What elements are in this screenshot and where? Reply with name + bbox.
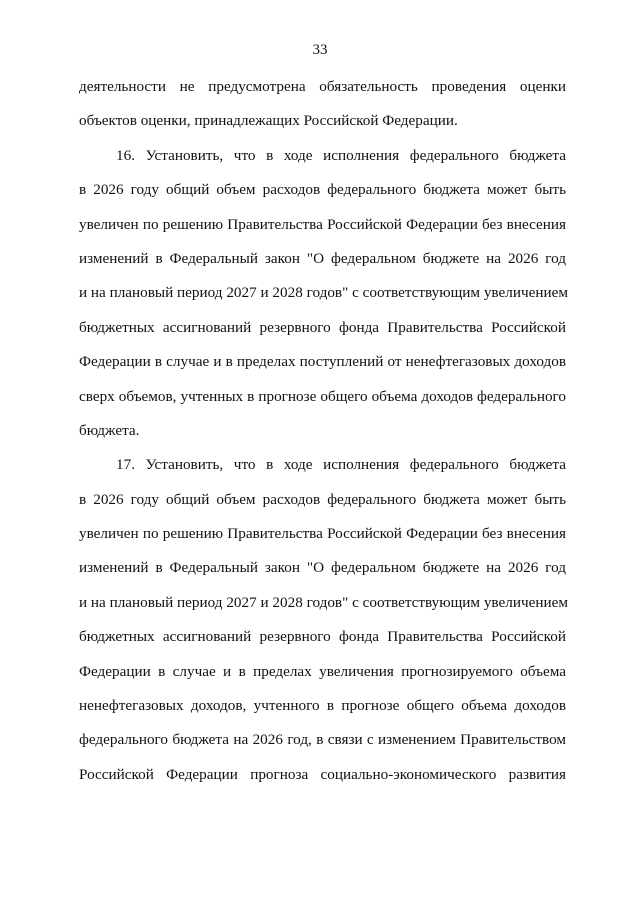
- text-line: бюджета.: [79, 421, 140, 439]
- text-line: изменений в Федеральный закон "О федеральном бюджете на 2026 год: [79, 559, 566, 577]
- text-line: объектов оценки, принадлежащих Российской Федерации.: [79, 112, 458, 130]
- text-line: увеличен по решению Правительства Российской Федерации без внесения: [79, 525, 566, 543]
- text-line: Федерации в случае и в пределах увеличения прогнозируемого объема: [79, 662, 566, 680]
- text-line: ненефтегазовых доходов, учтенного в прогнозе общего объема доходов: [79, 697, 566, 715]
- paragraph-first-line: 16. Установить, что в ходе исполнения федерального бюджета: [116, 146, 566, 164]
- text-line: бюджетных ассигнований резервного фонда Правительства Российской: [79, 628, 566, 646]
- paragraph-first-line: 17. Установить, что в ходе исполнения федерального бюджета: [116, 456, 566, 474]
- document-body: [79, 74, 566, 796]
- text-line: в 2026 году общий объем расходов федерального бюджета может быть: [79, 490, 566, 508]
- text-line: федерального бюджета на 2026 год, в связи с изменением Правительством: [79, 731, 566, 749]
- text-line: бюджетных ассигнований резервного фонда Правительства Российской: [79, 318, 566, 336]
- text-line: и на плановый период 2027 и 2028 годов" с соответствующим увеличением: [79, 593, 568, 611]
- text-line: сверх объемов, учтенных в прогнозе общего объема доходов федерального: [79, 387, 566, 405]
- text-line: Федерации в случае и в пределах поступлений от ненефтегазовых доходов: [79, 353, 566, 371]
- text-line: увеличен по решению Правительства Российской Федерации без внесения: [79, 215, 566, 233]
- text-line: изменений в Федеральный закон "О федеральном бюджете на 2026 год: [79, 249, 566, 267]
- text-line: деятельности не предусмотрена обязательность проведения оценки: [79, 78, 566, 95]
- text-line: в 2026 году общий объем расходов федерального бюджета может быть: [79, 181, 566, 199]
- text-line: и на плановый период 2027 и 2028 годов" с соответствующим увеличением: [79, 284, 568, 302]
- page-number: 33: [312, 42, 328, 58]
- text-line: Российской Федерации прогноза социально-экономического развития: [79, 765, 566, 783]
